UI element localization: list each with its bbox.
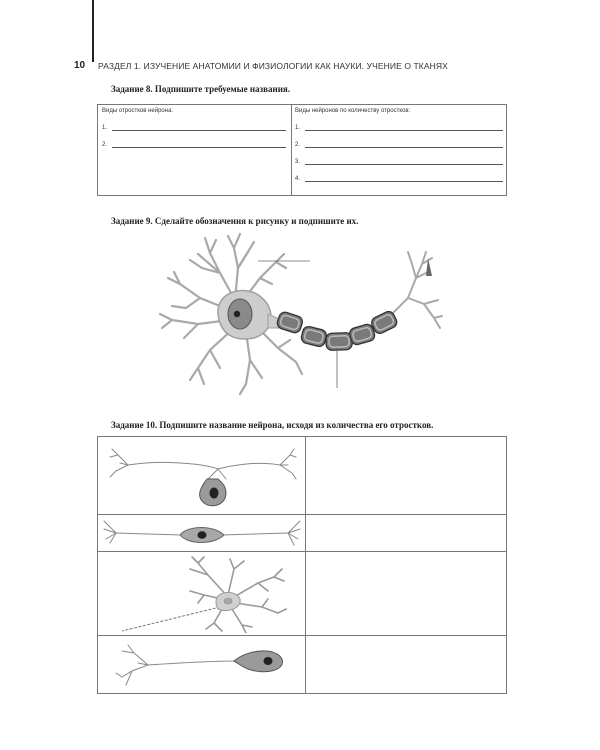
margin-rule bbox=[92, 0, 94, 62]
nucleolus bbox=[234, 311, 240, 317]
task10-answer-3[interactable] bbox=[306, 552, 506, 635]
task10-table bbox=[97, 436, 507, 694]
multipolar-neuron-figure bbox=[118, 555, 298, 633]
section-header: РАЗДЕЛ 1. ИЗУЧЕНИЕ АНАТОМИИ И ФИЗИОЛОГИИ КАК НАУКИ. УЧЕНИЕ О ТКАНЯХ bbox=[98, 61, 448, 71]
nucleus bbox=[198, 531, 207, 539]
task8-right-answer-4[interactable]: 4. bbox=[295, 175, 503, 182]
task8-title: Задание 8. Подпишите требуемые названия. bbox=[111, 84, 290, 94]
task8-left-answer-2[interactable]: 2. bbox=[102, 141, 286, 148]
neuron-diagram bbox=[150, 228, 450, 400]
unipolar-neuron-figure bbox=[108, 641, 298, 691]
task8-right-answer-3[interactable]: 3. bbox=[295, 158, 503, 165]
nucleus bbox=[210, 488, 219, 499]
task8-column-divider bbox=[291, 105, 292, 195]
task8-right-header: Виды нейронов по количеству отростков: bbox=[295, 108, 411, 114]
pseudounipolar-neuron-figure bbox=[108, 443, 298, 509]
bipolar-neuron-figure bbox=[102, 517, 302, 549]
task8-right-answer-1[interactable]: 1. bbox=[295, 124, 503, 131]
task8-table bbox=[97, 104, 507, 196]
task10-answer-2[interactable] bbox=[306, 515, 506, 551]
task10-answer-4[interactable] bbox=[306, 636, 506, 694]
soma bbox=[234, 651, 282, 672]
nucleus bbox=[264, 657, 273, 665]
page-number: 10 bbox=[74, 60, 86, 71]
task10-title: Задание 10. Подпишите название нейрона, исходя из количества его отростков. bbox=[111, 420, 434, 430]
nucleus bbox=[224, 598, 232, 604]
task8-right-answer-2[interactable]: 2. bbox=[295, 141, 503, 148]
task9-title: Задание 9. Сделайте обозначения к рисунку и подпишите их. bbox=[111, 216, 359, 226]
task10-answer-1[interactable] bbox=[306, 437, 506, 514]
task8-left-answer-1[interactable]: 1. bbox=[102, 124, 286, 131]
task8-left-header: Виды отростков нейрона: bbox=[102, 108, 174, 114]
